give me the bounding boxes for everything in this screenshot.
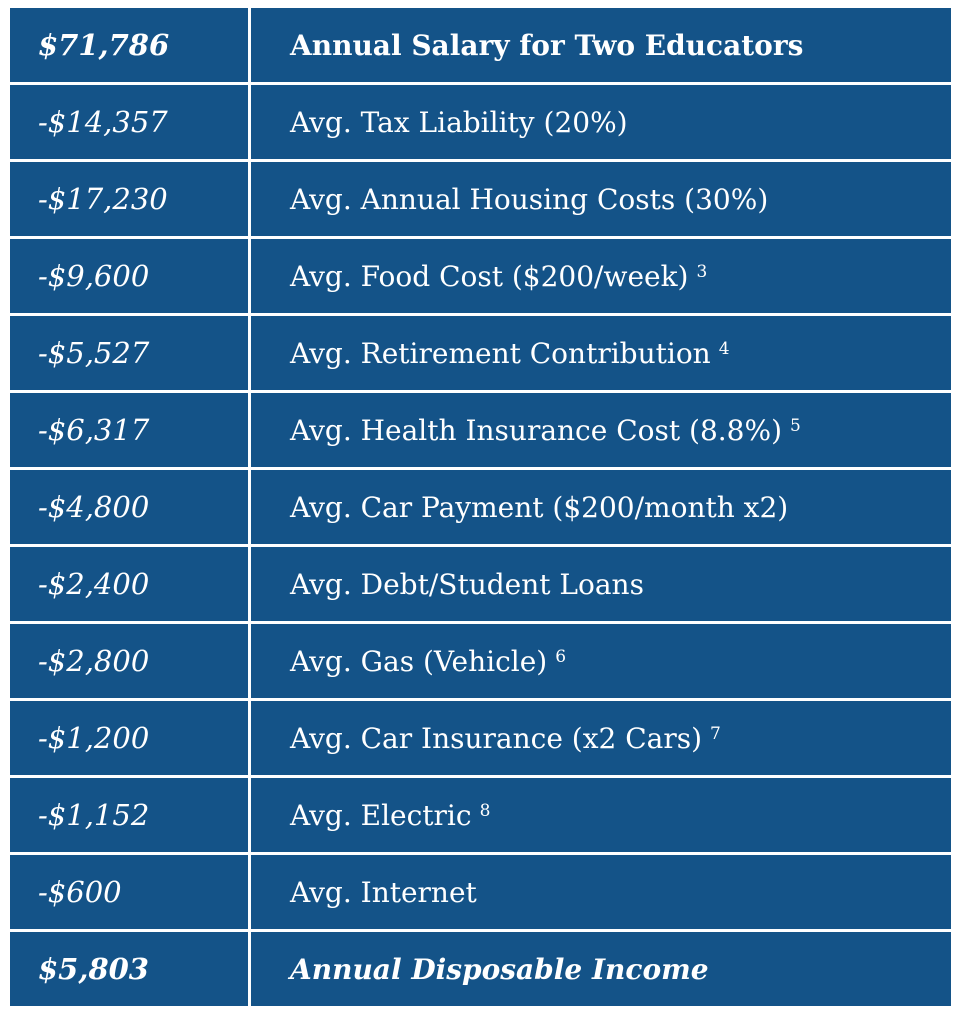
disposable-income-amount: $5,803 (10, 932, 248, 1006)
table-row (10, 470, 951, 544)
disposable-income-label: Annual Disposable Income (251, 932, 951, 1006)
expense-amount: -$17,230 (10, 162, 248, 236)
table-row (10, 316, 951, 390)
table-row (10, 547, 951, 621)
expense-label (251, 470, 951, 544)
expense-amount: -$1,152 (10, 778, 248, 852)
expense-label-text: Avg. Annual Housing Costs (30%) (290, 182, 769, 216)
expense-label: Avg. Food Cost ($200/week) $^3$ (251, 239, 951, 313)
expense-label-text: Avg. Electric (290, 798, 472, 832)
table-row (10, 393, 951, 467)
expense-label-text: Avg. Gas (Vehicle) (290, 644, 548, 678)
expense-label-text: Avg. Internet (290, 875, 477, 909)
expense-label-text: Avg. Tax Liability (20%) (290, 105, 628, 139)
expense-amount: -$4,800 (10, 470, 248, 544)
expense-label: Avg. Car Insurance (x2 Cars) $^7$ (251, 701, 951, 775)
table-row (10, 239, 951, 313)
expense-amount: -$600 (10, 855, 248, 929)
expense-label-text: Avg. Food Cost ($200/week) (290, 259, 689, 293)
expense-label-text: Avg. Car Insurance (x2 Cars) (290, 721, 703, 755)
expense-label: Avg. Health Insurance Cost (8.8%) $^5$ (251, 393, 951, 467)
table-row (10, 778, 951, 852)
header-row (10, 8, 951, 82)
expense-label (251, 855, 951, 929)
expense-amount: -$5,527 (10, 316, 248, 390)
expense-amount: -$2,400 (10, 547, 248, 621)
expense-amount: -$1,200 (10, 701, 248, 775)
expense-label: Avg. Electric $^8$ (251, 778, 951, 852)
salary-label: Annual Salary for Two Educators (251, 8, 951, 82)
table-row (10, 85, 951, 159)
expense-label-text: Avg. Health Insurance Cost (8.8%) (290, 413, 782, 447)
expense-amount: -$2,800 (10, 624, 248, 698)
table-row (10, 624, 951, 698)
table-row (10, 701, 951, 775)
budget-table (10, 8, 951, 1014)
table-row (10, 855, 951, 929)
salary-amount: $71,786 (10, 8, 248, 82)
expense-label: Avg. Gas (Vehicle) $^6$ (251, 624, 951, 698)
expense-label (251, 85, 951, 159)
expense-label-text: Avg. Retirement Contribution (290, 336, 711, 370)
expense-label (251, 162, 951, 236)
expense-amount: -$6,317 (10, 393, 248, 467)
table-row (10, 162, 951, 236)
expense-amount: -$9,600 (10, 239, 248, 313)
expense-label-text: Avg. Debt/Student Loans (290, 567, 644, 601)
expense-label-text: Avg. Car Payment ($200/month x2) (290, 490, 789, 524)
total-row (10, 932, 951, 1006)
expense-amount: -$14,357 (10, 85, 248, 159)
expense-label (251, 547, 951, 621)
expense-label: Avg. Retirement Contribution $^4$ (251, 316, 951, 390)
